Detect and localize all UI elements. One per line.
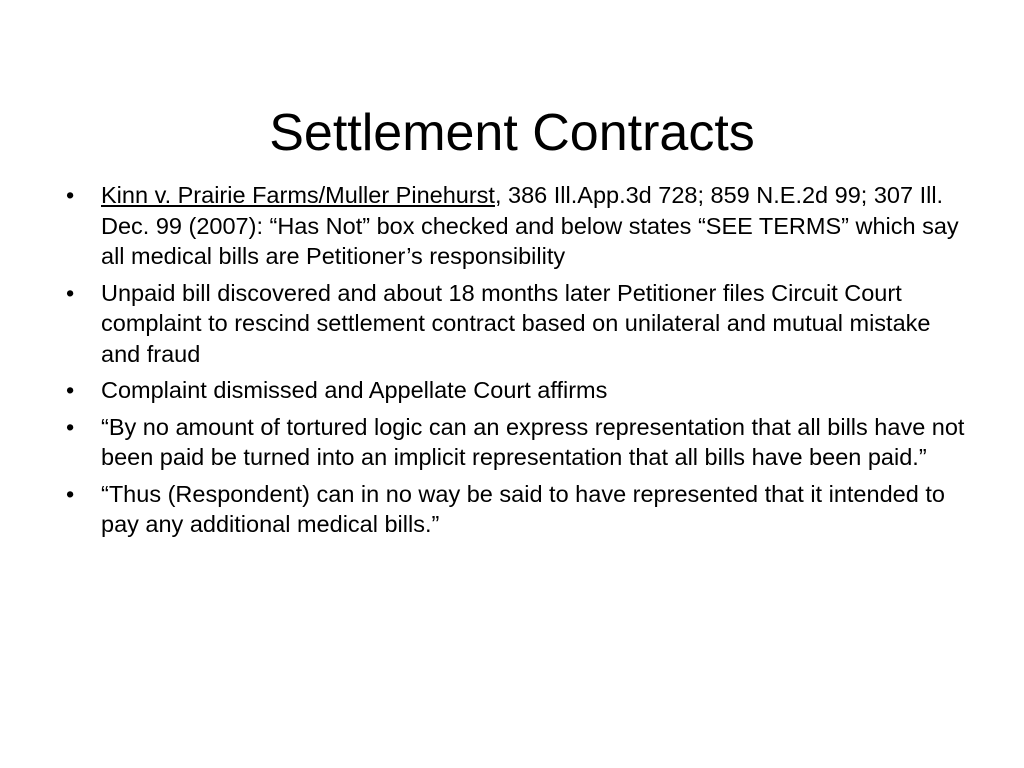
bullet-icon: •: [66, 279, 75, 306]
bullet-list: [66, 180, 971, 546]
bullet-text: Unpaid bill discovered and about 18 months later Petitioner files Circuit Court complaint to rescind settlement contract based on unilateral and mutual mistake and fraud: [101, 279, 931, 367]
bullet-text: Complaint dismissed and Appellate Court affirms: [101, 377, 608, 403]
bullet-icon: •: [66, 182, 75, 208]
bullet-icon: •: [66, 413, 75, 440]
bullet-text: “By no amount of tortured logic can an express representation that all bills have not been paid be turned into an implicit representation that all bills have been paid.”: [101, 413, 965, 470]
case-citation-name: Kinn v. Prairie Farms/Muller Pinehurst: [101, 182, 495, 208]
bullet-item-4: [66, 412, 971, 473]
bullet-item-5: [66, 479, 971, 540]
slide-title: Settlement Contracts: [269, 103, 755, 162]
bullet-item-1: [66, 180, 971, 272]
bullet-icon: •: [66, 480, 75, 507]
bullet-text: “Thus (Respondent) can in no way be said to have represented that it intended to pay any additional medical bills.”: [101, 480, 945, 537]
bullet-item-2: [66, 278, 971, 370]
bullet-icon: •: [66, 377, 75, 403]
bullet-item-3: [66, 375, 971, 406]
bullet-text: , 386 Ill.App.3d 728; 859 N.E.2d 99; 307 Ill. Dec. 99 (2007): “Has Not” box checked and below states “SEE TERMS” which say all medical bills are Petitioner’s responsibility: [101, 182, 959, 269]
